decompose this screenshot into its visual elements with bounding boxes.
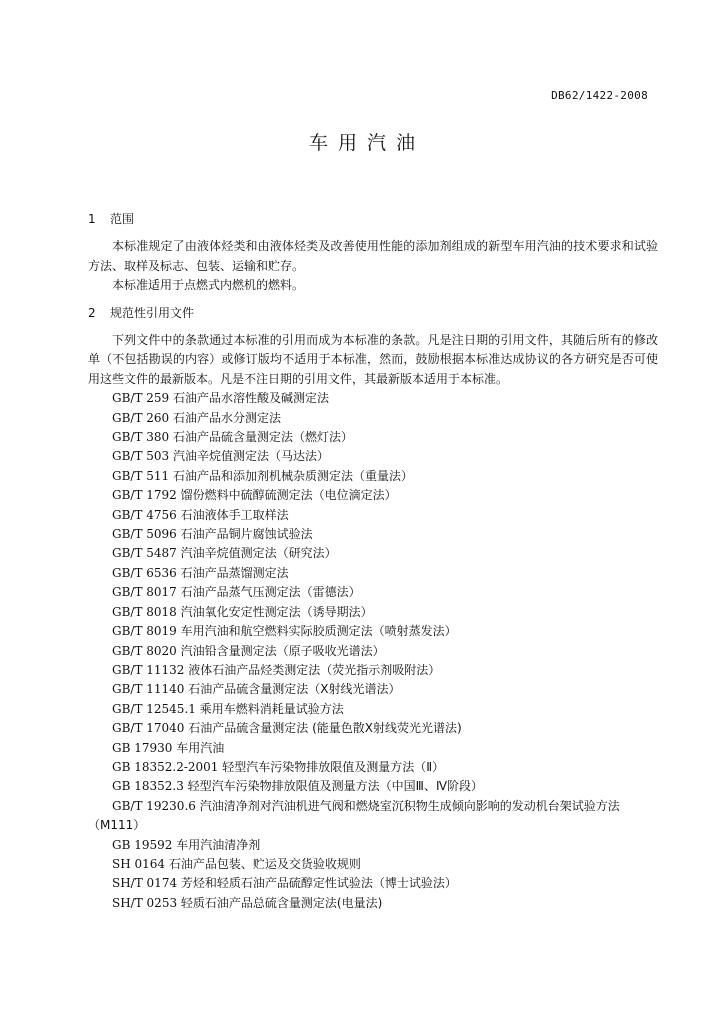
section-2-title: 规范性引用文件 — [110, 305, 195, 320]
reference-title: 石油液体手工取样法 — [180, 507, 289, 522]
reference-code: SH/T 0174 — [112, 876, 178, 891]
reference-title: 车用汽油和航空燃料实际胶质测定法（喷射蒸发法） — [180, 624, 457, 639]
reference-code: GB/T 8017 — [112, 585, 177, 600]
reference-item — [88, 680, 658, 699]
reference-code: GB 18352.2-2001 — [112, 759, 219, 774]
reference-item — [88, 506, 658, 525]
reference-title: 石油产品水分测定法 — [173, 410, 282, 425]
section-1-number: 1 — [88, 212, 96, 226]
reference-title: 汽油辛烷值测定法（研究法） — [180, 546, 337, 561]
reference-title: 石油产品包装、贮运及交货验收规则 — [168, 856, 361, 871]
reference-code: GB/T 8018 — [112, 604, 177, 619]
reference-item — [88, 894, 658, 913]
reference-code: GB/T 11140 — [112, 682, 185, 697]
reference-item — [88, 661, 658, 680]
reference-title: 汽油铅含量测定法（原子吸收光谱法） — [180, 643, 385, 658]
reference-item — [88, 700, 658, 719]
reference-code: GB/T 8020 — [112, 643, 177, 658]
reference-code: GB 17930 — [112, 740, 173, 755]
reference-title: 石油产品水溶性酸及碱测定法 — [173, 391, 330, 406]
section-2-paragraph-1: 下列文件中的条款通过本标准的引用而成为本标准的条款。凡是注日期的引用文件，其随后所有的修改单（不包括勘误的内容）或修订版均不适用于本标准，然而，鼓励根据本标准达成协议的各方研究是否可使用这些文件的最新版本。凡是不注日期的引用文件，其最新版本适用于本标准。 — [88, 333, 658, 386]
reference-item — [88, 409, 658, 428]
reference-item — [88, 642, 658, 661]
reference-title: 石油产品硫含量测定法 (能量色散X射线荧光光谱法) — [188, 721, 462, 736]
reference-title: 石油产品硫含量测定法（X射线光谱法） — [188, 682, 401, 697]
reference-code: GB/T 5096 — [112, 527, 177, 542]
reference-code: GB/T 12545.1 — [112, 701, 196, 716]
section-1-paragraph-2: 本标准适用于点燃式内燃机的燃料。 — [112, 278, 305, 293]
reference-title: 汽油辛烷值测定法（马达法） — [173, 449, 330, 464]
reference-item — [88, 447, 658, 466]
reference-item — [88, 836, 658, 855]
section-2-number: 2 — [88, 305, 96, 320]
reference-item — [88, 719, 658, 738]
reference-title: 轻型汽车污染物排放限值及测量方法（Ⅱ） — [222, 759, 445, 774]
reference-item — [88, 583, 658, 602]
reference-title: 石油产品蒸馏测定法 — [180, 565, 289, 580]
reference-code: GB/T 260 — [112, 410, 170, 425]
reference-title: 石油产品和添加剂机械杂质测定法（重量法） — [173, 468, 414, 483]
reference-title: 石油产品铜片腐蚀试验法 — [180, 527, 313, 542]
reference-code: GB 19592 — [112, 837, 173, 852]
reference-item — [88, 758, 658, 777]
reference-item — [88, 739, 658, 758]
reference-item — [88, 603, 658, 622]
reference-title: 芳烃和轻质石油产品硫醇定性试验法（博士试验法） — [180, 876, 457, 891]
reference-code: GB/T 4756 — [112, 507, 177, 522]
document-title: 车用汽油 — [308, 132, 425, 154]
reference-item — [88, 525, 658, 544]
reference-code: GB/T 11132 — [112, 662, 185, 677]
section-1-title: 范围 — [110, 212, 135, 226]
normative-references-list — [88, 389, 658, 913]
reference-item — [88, 777, 658, 796]
section-2-heading — [88, 304, 658, 323]
reference-item — [88, 467, 658, 486]
reference-code: GB/T 8019 — [112, 624, 177, 639]
reference-item — [88, 622, 658, 641]
reference-title: 汽油氧化安定性测定法（诱导期法） — [180, 604, 373, 619]
section-1-heading — [88, 210, 658, 229]
reference-title: 馏份燃料中硫醇硫测定法（电位滴定法） — [180, 488, 397, 503]
reference-item — [88, 544, 658, 563]
reference-title: 轻质石油产品总硫含量测定法(电量法) — [180, 895, 383, 910]
reference-code: GB/T 17040 — [112, 721, 185, 736]
reference-title: 汽油清净剂对汽油机进气阀和燃烧室沉积物生成倾向影响的发动机台架试验方法（M111） — [88, 798, 620, 833]
reference-title: 轻型汽车污染物排放限值及测量方法（中国Ⅲ、Ⅳ阶段） — [187, 779, 484, 794]
reference-item — [88, 564, 658, 583]
reference-item — [88, 486, 658, 505]
reference-code: GB/T 6536 — [112, 565, 177, 580]
reference-item — [88, 874, 658, 893]
reference-item — [88, 428, 658, 447]
reference-title: 车用汽油 — [176, 740, 225, 755]
reference-item — [88, 797, 658, 836]
reference-title: 石油产品硫含量测定法（燃灯法） — [173, 430, 354, 445]
reference-title: 石油产品蒸气压测定法（雷德法） — [180, 585, 361, 600]
section-1-paragraph-1: 本标准规定了由液体烃类和由液体烃类及改善使用性能的添加剂组成的新型车用汽油的技术要求和试验方法、取样及标志、包装、运输和贮存。 — [88, 239, 658, 273]
reference-code: SH 0164 — [112, 856, 166, 871]
reference-code: GB/T 19230.6 — [112, 798, 196, 813]
reference-item — [88, 855, 658, 874]
reference-code: GB/T 511 — [112, 468, 170, 483]
reference-code: GB/T 380 — [112, 430, 170, 445]
reference-title: 乘用车燃料消耗量试验方法 — [199, 701, 344, 716]
reference-title: 液体石油产品烃类测定法（荧光指示剂吸附法） — [188, 662, 441, 677]
reference-code: GB/T 1792 — [112, 488, 177, 503]
reference-title: 车用汽油清净剂 — [176, 837, 261, 852]
document-body — [88, 210, 658, 913]
document-code: DB62/1422-2008 — [551, 89, 648, 102]
reference-code: GB/T 503 — [112, 449, 170, 464]
reference-code: GB/T 259 — [112, 391, 170, 406]
reference-code: GB 18352.3 — [112, 779, 184, 794]
reference-item — [88, 389, 658, 408]
reference-code: GB/T 5487 — [112, 546, 177, 561]
reference-code: SH/T 0253 — [112, 895, 178, 910]
